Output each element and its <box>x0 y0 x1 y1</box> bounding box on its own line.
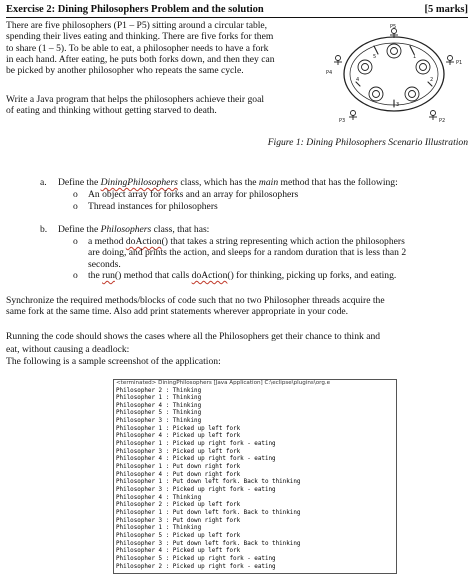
part-b-text <box>58 224 468 235</box>
intro-line: be picked by another philosopher who repeats the same cycle. <box>6 65 244 77</box>
plate-icon <box>416 60 430 74</box>
method-name-doaction: doAction <box>125 236 162 247</box>
console-line: Philosopher 1 : Picked up right fork - eating <box>116 441 276 448</box>
bullet1-line3: seconds. <box>88 258 121 270</box>
philosopher-label: P5 <box>390 24 397 30</box>
part-a-text <box>58 177 468 188</box>
bullet1-line1: () that takes a string representing which action the philosophers <box>161 236 405 247</box>
philosopher-label: P2 <box>439 118 446 124</box>
figure-caption: Figure 1: Dining Philosophers Scenario Illustration <box>267 137 468 148</box>
bullet-icon: o <box>73 201 78 212</box>
part-b-bullet-2 <box>88 270 470 281</box>
console-line: Philosopher 1 : Thinking <box>116 395 202 402</box>
console-line: Philosopher 4 : Thinking <box>116 494 202 501</box>
plate-icon <box>369 87 383 101</box>
run-line: eat, without causing a deadlock: <box>6 343 130 355</box>
intro-line: spending their lives eating and thinking. There are five forks for them <box>6 31 274 43</box>
sync-paragraph <box>6 295 468 318</box>
class-name-dining: DiningPhilosophers <box>100 177 178 188</box>
part-b-text-pre: Define the <box>58 224 101 235</box>
exercise-title: Exercise 2: Dining Philosophers Problem and the solution <box>6 4 264 15</box>
plate-icon <box>391 48 398 55</box>
console-line: Philosopher 3 : Picked up left fork <box>116 448 241 455</box>
console-line: Philosopher 4 : Put down right fork <box>116 471 241 478</box>
fork-number: 3 <box>396 102 400 108</box>
bullet1-pre: a method <box>88 236 126 247</box>
console-output <box>114 388 396 572</box>
intro-line: in each hand. After eating, he puts both forks down, and then they can <box>6 53 275 65</box>
plates <box>358 44 430 101</box>
console-line: Philosopher 3 : Put down left fork. Back to thinking <box>116 540 301 547</box>
part-b-text-post: class, that has: <box>151 224 210 235</box>
bullet-icon: o <box>73 189 78 200</box>
sync-line: Synchronize the required methods/blocks of code such that no two Philosopher threads acquire the <box>6 295 385 306</box>
part-a-text-post: method that has the following: <box>278 177 398 188</box>
part-a-text-pre: Define the <box>58 177 101 188</box>
console-line: Philosopher 3 : Put down right fork <box>116 517 241 524</box>
main-word: main <box>258 177 279 188</box>
intro-line: There are five philosophers (P1 – P5) sitting around a circular table, <box>6 20 268 31</box>
console-screenshot <box>113 379 397 574</box>
philosopher-label: P1 <box>456 60 463 66</box>
plate-icon <box>387 44 401 58</box>
plate-icon <box>405 87 419 101</box>
console-line: Philosopher 3 : Thinking <box>116 418 202 425</box>
intro-line: to share (1 – 5). To be able to eat, a philosopher needs to have a fork <box>6 42 269 54</box>
philosopher-label: P4 <box>326 70 333 76</box>
fork-number: 2 <box>430 77 434 83</box>
part-b-bullet-1 <box>88 236 470 270</box>
part-b-marker: b. <box>40 224 48 235</box>
philosopher-icon <box>334 56 342 66</box>
title-underline <box>6 17 468 18</box>
plate-icon <box>362 64 369 71</box>
part-a-marker: a. <box>40 177 47 188</box>
part-a-bullet: An object array for forks and an array for philosophers <box>88 189 299 200</box>
philosopher-icon <box>446 56 454 66</box>
fork-number: 4 <box>356 77 360 83</box>
run-paragraph <box>6 331 468 369</box>
console-line: Philosopher 5 : Picked up left fork <box>116 532 241 539</box>
task-paragraph <box>6 94 316 117</box>
task-line: Write a Java program that helps the philosophers achieve their goal <box>6 94 265 105</box>
console-line: Philosopher 2 : Picked up right fork - eating <box>116 563 276 570</box>
console-line: Philosopher 4 : Picked up left fork <box>116 433 241 440</box>
method-name-doaction: doAction <box>191 270 228 281</box>
part-a-bullet: Thread instances for philosophers <box>88 201 218 212</box>
dining-table-figure <box>322 24 466 124</box>
plate-icon <box>409 91 416 98</box>
fork-number: 5 <box>373 54 377 60</box>
plate-icon <box>358 60 372 74</box>
run-line: The following is a sample screenshot of the application: <box>6 356 221 367</box>
philosopher-icon <box>429 111 437 121</box>
console-line: Philosopher 1 : Put down right fork <box>116 464 241 471</box>
console-line: Philosopher 3 : Picked up right fork - eating <box>116 487 276 494</box>
console-line: Philosopher 2 : Thinking <box>116 387 202 394</box>
fork-icon <box>374 46 378 54</box>
task-line: of eating and thinking without getting starved to death. <box>6 105 217 117</box>
console-line: Philosopher 2 : Picked up left fork <box>116 502 241 509</box>
bullet-icon: o <box>73 270 78 281</box>
intro-paragraph <box>6 20 316 76</box>
bullet2-mid: () method that calls <box>114 270 192 281</box>
method-name-run: run <box>102 270 115 281</box>
plate-icon <box>373 91 380 98</box>
fork-number: 1 <box>413 54 417 60</box>
console-line: Philosopher 5 : Thinking <box>116 410 202 417</box>
sync-line: same fork at the same time. Also add print statements wherever appropriate in your code. <box>6 306 349 318</box>
class-name-philosophers: Philosophers <box>100 224 152 235</box>
console-line: Philosopher 5 : Picked up right fork - eating <box>116 555 276 562</box>
console-line: Philosopher 1 : Put down left fork. Back to thinking <box>116 510 301 516</box>
marks-label: [5 marks] <box>424 4 468 15</box>
bullet2-pre: the <box>88 270 103 281</box>
console-line: Philosopher 4 : Thinking <box>116 402 202 409</box>
bullet-icon: o <box>73 236 78 247</box>
philosopher-label: P3 <box>339 118 346 124</box>
bullet1-line2: are doing, and prints the action, and sleeps for a random duration that is less than 2 <box>88 247 407 259</box>
plate-icon <box>420 64 427 71</box>
run-line: Running the code should shows the cases where all the Philosophers get their chance to think and <box>6 331 381 342</box>
console-header: <terminated> DiningPhilosophers [Java Application] C:\eclipse\plugins\org.e <box>116 380 331 386</box>
console-line: Philosopher 1 : Picked up left fork <box>116 425 241 432</box>
console-line: Philosopher 1 : Thinking <box>116 525 202 532</box>
fork-icon <box>410 46 414 54</box>
console-line: Philosopher 4 : Picked up left fork <box>116 548 241 555</box>
console-line: Philosopher 4 : Picked up right fork - eating <box>116 456 276 463</box>
console-line: Philosopher 1 : Put down left fork. Back to thinking <box>116 479 301 486</box>
bullet2-post: () for thinking, picking up forks, and eating. <box>227 270 397 281</box>
part-a-text-mid: class, which has the <box>177 177 259 188</box>
philosopher-icon <box>349 111 357 121</box>
